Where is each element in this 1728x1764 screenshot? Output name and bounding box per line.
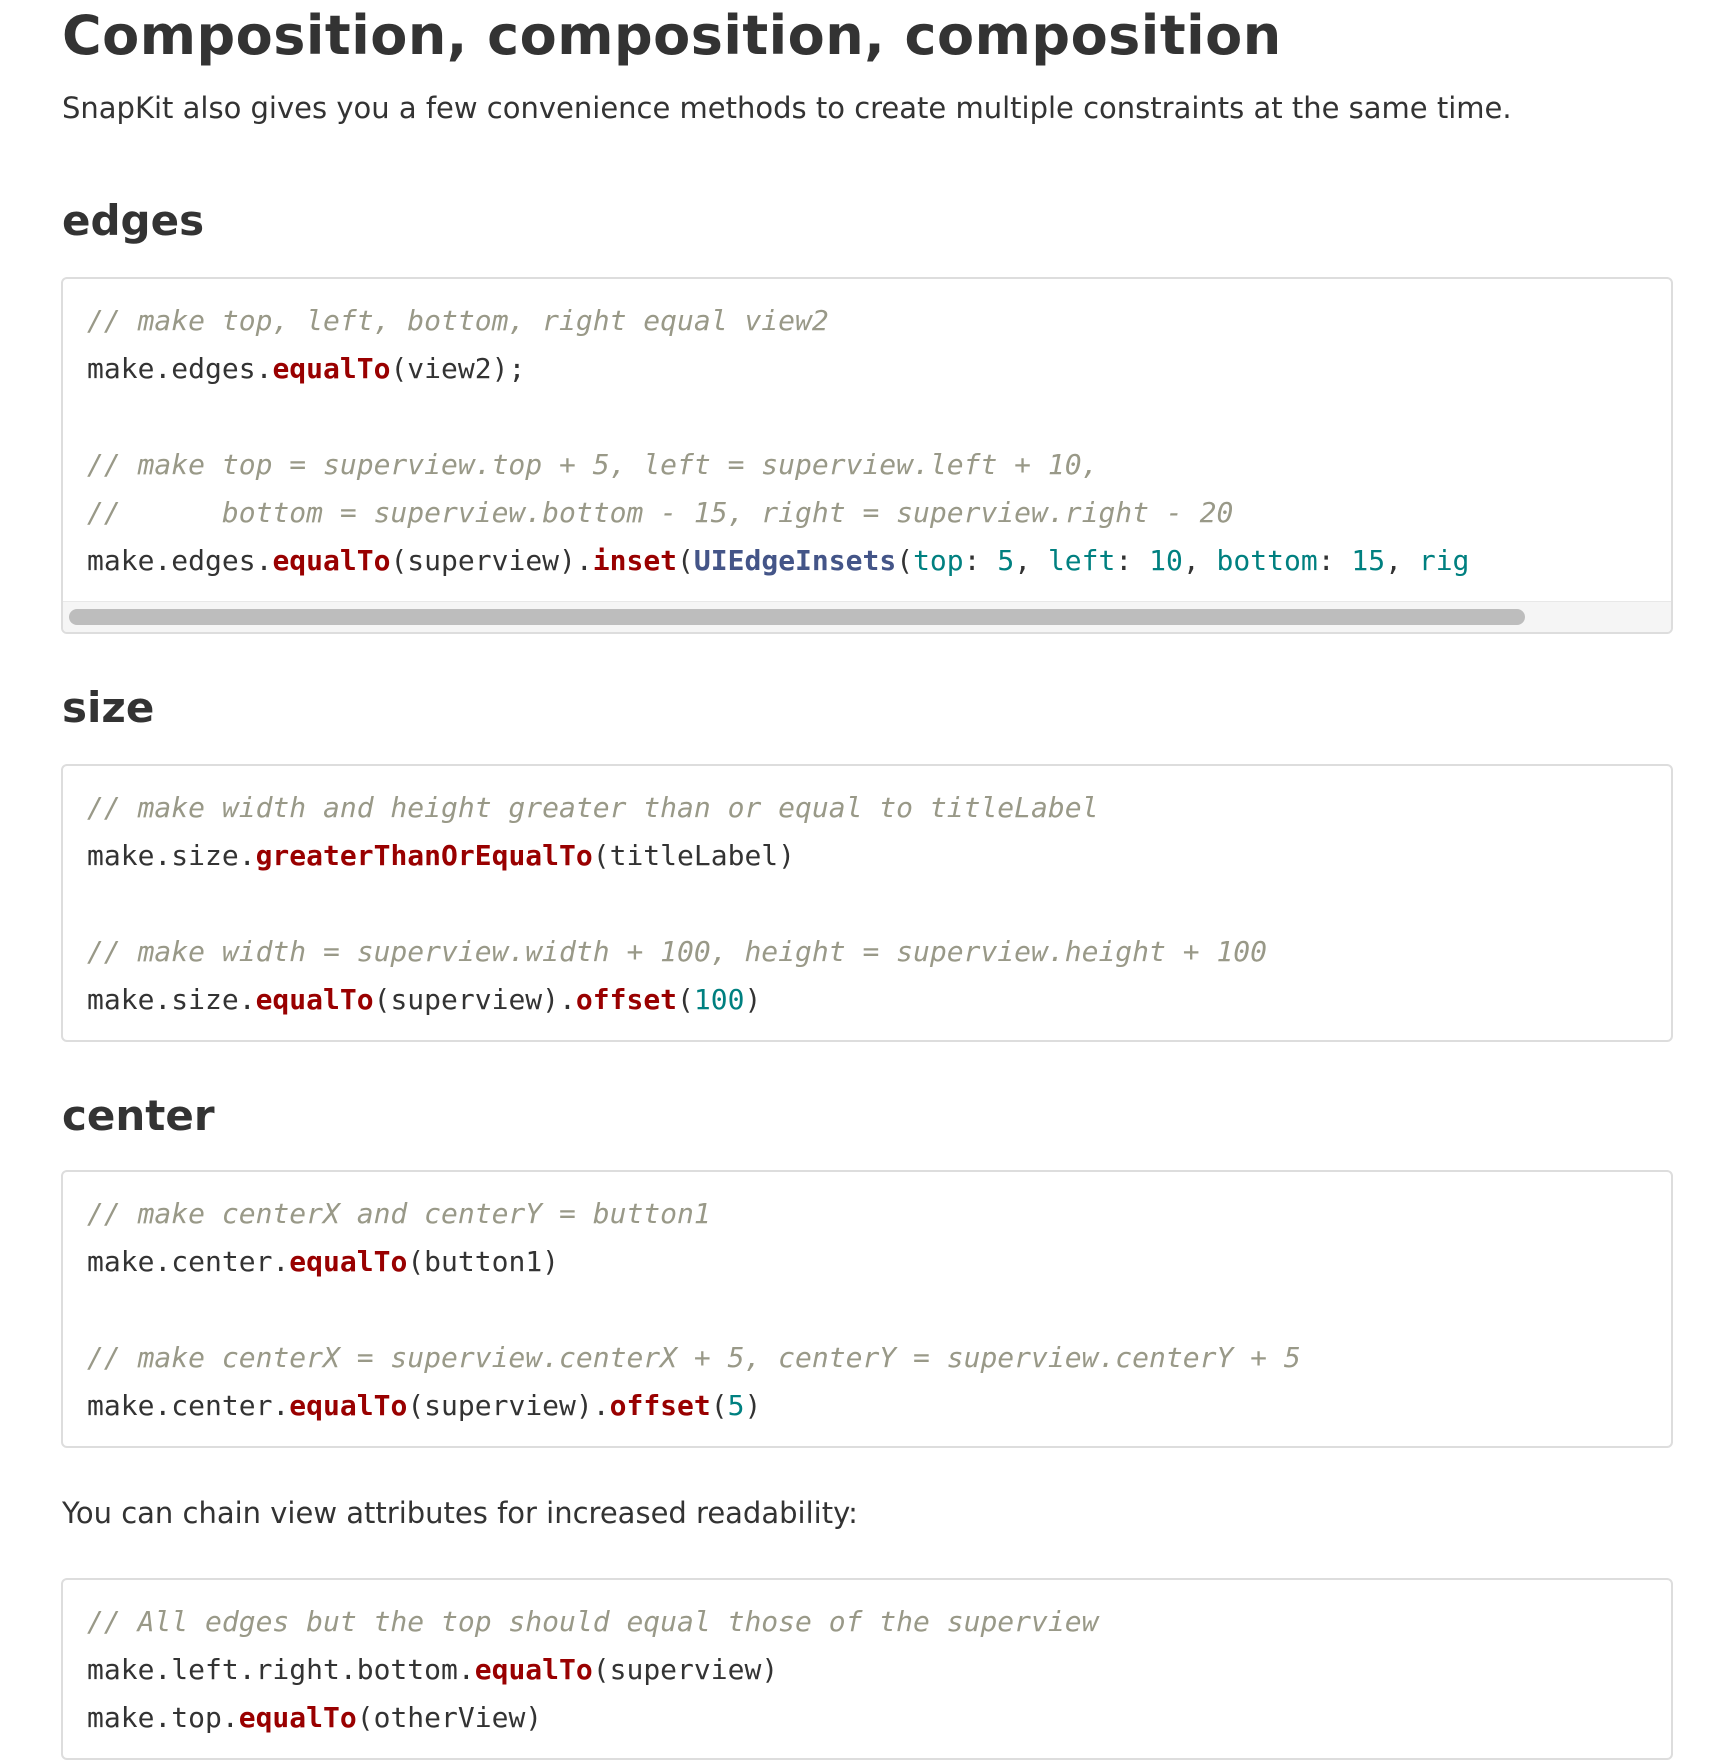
code-method: equalTo xyxy=(289,1245,408,1278)
chain-paragraph: You can chain view attributes for increased readability: xyxy=(62,1496,858,1530)
code-block-edges xyxy=(61,277,1673,634)
code-text: ( xyxy=(677,983,694,1016)
code-comment: // make top, left, bottom, right equal view2 xyxy=(87,304,829,337)
code-line xyxy=(87,1190,1671,1238)
code-method: offset xyxy=(575,983,678,1016)
code-comment: // All edges but the top should equal those of the superview xyxy=(87,1605,1099,1638)
code-comment: // make top = superview.top + 5, left = superview.left + 10, xyxy=(87,448,1099,481)
code-text: make.top. xyxy=(87,1701,239,1734)
intro-paragraph: SnapKit also gives you a few convenience methods to create multiple constraints at the same time. xyxy=(62,91,1512,125)
code-text: ( xyxy=(677,544,694,577)
code-number: top xyxy=(913,544,964,577)
code-comment: // make width = superview.width + 100, height = superview.height + 100 xyxy=(87,935,1268,968)
code-text: make.center. xyxy=(87,1245,290,1278)
code-line xyxy=(87,976,1671,1024)
code-number: 5 xyxy=(727,1389,745,1422)
code-line xyxy=(87,1694,1671,1742)
section-title-size: size xyxy=(62,683,155,732)
code-number: bottom xyxy=(1216,544,1318,577)
code-text: : xyxy=(1115,544,1150,577)
code-text: ( xyxy=(710,1389,728,1422)
code-method: greaterThanOrEqualTo xyxy=(255,839,593,872)
code-block-chain xyxy=(61,1578,1673,1760)
code-text: (superview). xyxy=(407,1389,610,1422)
code-text: , xyxy=(1385,544,1419,577)
code-text: , xyxy=(1182,544,1217,577)
code-line xyxy=(87,1646,1671,1694)
code-text: (view2); xyxy=(390,352,526,385)
code-line xyxy=(87,1286,1671,1334)
horizontal-scrollbar[interactable] xyxy=(63,601,1671,632)
code-line xyxy=(87,928,1671,976)
code-text: (button1) xyxy=(407,1245,560,1278)
code-line xyxy=(87,832,1671,880)
code-line xyxy=(87,1334,1671,1382)
code-text: make.edges. xyxy=(87,352,273,385)
code-text: : xyxy=(1317,544,1352,577)
code-comment: // make width and height greater than or equal to titleLabel xyxy=(87,791,1099,824)
code-block-center xyxy=(61,1170,1673,1448)
code-line xyxy=(87,441,1671,489)
code-text: (titleLabel) xyxy=(592,839,796,872)
code-method: offset xyxy=(609,1389,711,1422)
code-text: (superview). xyxy=(390,544,593,577)
code-content-chain xyxy=(63,1580,1671,1742)
code-line xyxy=(87,1382,1671,1430)
code-method: equalTo xyxy=(289,1389,408,1422)
code-number: 100 xyxy=(693,983,745,1016)
code-block-size xyxy=(61,764,1673,1042)
code-number: 15 xyxy=(1351,544,1386,577)
code-content-size xyxy=(63,766,1671,1024)
code-line xyxy=(87,880,1671,928)
section-title-edges: edges xyxy=(62,196,205,245)
code-line xyxy=(87,489,1671,537)
code-text: ) xyxy=(744,983,762,1016)
code-number: 10 xyxy=(1149,544,1183,577)
code-method: equalTo xyxy=(272,352,391,385)
code-method: equalTo xyxy=(238,1701,357,1734)
code-text: ( xyxy=(896,544,914,577)
code-text: (superview). xyxy=(373,983,576,1016)
code-number: left xyxy=(1047,544,1116,577)
code-text: (otherView) xyxy=(356,1701,543,1734)
code-method: equalTo xyxy=(474,1653,593,1686)
code-method: equalTo xyxy=(255,983,374,1016)
code-text: make.edges. xyxy=(87,544,273,577)
code-number: 5 xyxy=(997,544,1015,577)
code-line xyxy=(87,297,1671,345)
code-text: : xyxy=(963,544,998,577)
code-line xyxy=(87,1598,1671,1646)
code-method: equalTo xyxy=(272,544,391,577)
code-text: make.left.right.bottom. xyxy=(87,1653,475,1686)
code-number: rig xyxy=(1418,544,1470,577)
code-line xyxy=(87,345,1671,393)
code-line xyxy=(87,1238,1671,1286)
code-line xyxy=(87,537,1671,585)
code-text: , xyxy=(1014,544,1048,577)
code-text: make.center. xyxy=(87,1389,290,1422)
code-content-center xyxy=(63,1172,1671,1430)
code-comment: // make centerX and centerY = button1 xyxy=(87,1197,711,1230)
code-text: make.size. xyxy=(87,983,256,1016)
code-comment: // make centerX = superview.centerX + 5, centerY = superview.centerY + 5 xyxy=(87,1341,1301,1374)
code-type: UIEdgeInsets xyxy=(693,544,897,577)
code-text: ) xyxy=(744,1389,762,1422)
code-comment: // bottom = superview.bottom - 15, right = superview.right - 20 xyxy=(87,496,1234,529)
scrollbar-thumb[interactable] xyxy=(69,609,1525,625)
page-title: Composition, composition, composition xyxy=(62,4,1282,67)
section-title-center: center xyxy=(62,1091,215,1140)
code-line xyxy=(87,784,1671,832)
code-method: inset xyxy=(592,544,678,577)
code-line xyxy=(87,393,1671,441)
code-text: (superview) xyxy=(592,1653,779,1686)
code-text: make.size. xyxy=(87,839,256,872)
code-content-edges xyxy=(63,279,1671,585)
